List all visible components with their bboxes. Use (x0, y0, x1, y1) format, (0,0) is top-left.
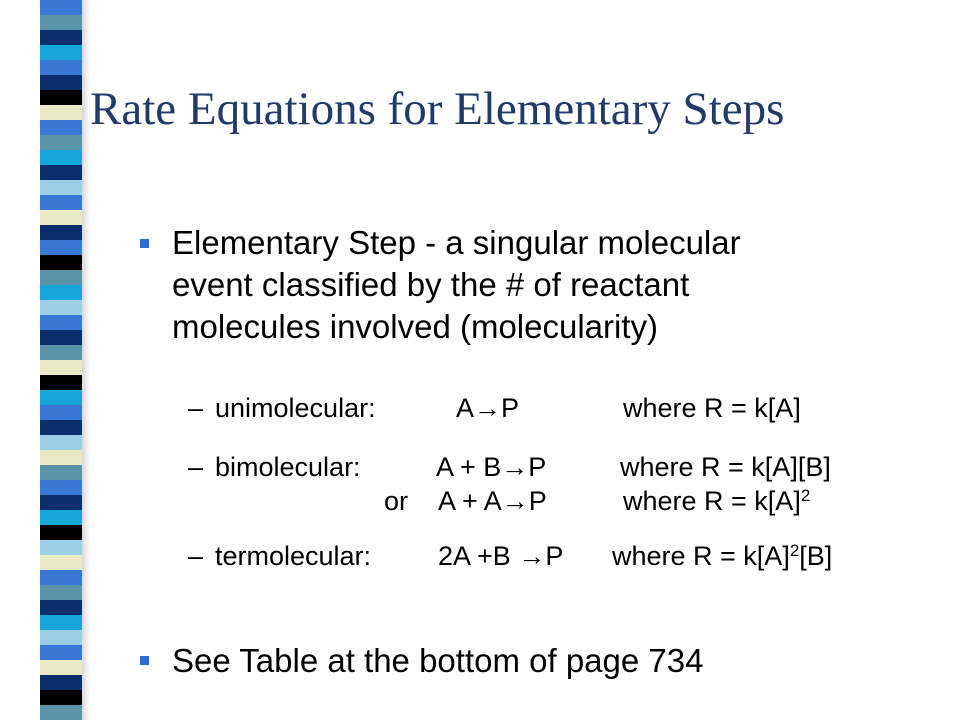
subitem-label: termolecular: (215, 541, 372, 571)
subitem-bimolecular (0, 451, 960, 483)
stripe-block (40, 600, 82, 615)
stripe-block (40, 255, 82, 270)
stripe-block (40, 285, 82, 300)
rate-law-suffix: [B] (799, 541, 833, 571)
stripe-block (40, 120, 82, 135)
stripe-block (40, 75, 82, 90)
stripe-block (40, 135, 82, 150)
subitem-label: bimolecular: (215, 452, 361, 482)
stripe-block (40, 90, 82, 105)
slide-title: Rate Equations for Elementary Steps (90, 83, 785, 135)
stripe-block (40, 435, 82, 450)
or-label: or (384, 486, 409, 516)
subitem-bimolecular-alt (0, 485, 960, 517)
bullet-line: molecules involved (molecularity) (172, 308, 659, 345)
stripe-block (40, 210, 82, 225)
stripe-block (40, 105, 82, 120)
bullet-line: event classified by the # of reactant (172, 266, 690, 303)
rate-law-text: where R = k[A] (612, 541, 790, 571)
stripe-block (40, 585, 82, 600)
stripe-block (40, 0, 82, 15)
stripe-block (40, 645, 82, 660)
bullet-square-icon (140, 239, 149, 248)
rate-law: where R = k[A][B] (620, 452, 831, 482)
bullet-square-icon (140, 656, 149, 665)
rate-law-text: where R = k[A] (623, 486, 801, 516)
stripe-block (40, 315, 82, 330)
stripe-block (40, 660, 82, 675)
stripe-block (40, 45, 82, 60)
dash: – (188, 393, 204, 423)
stripe-block (40, 60, 82, 75)
stripe-block (40, 615, 82, 630)
reaction-equation: A→P (456, 393, 520, 423)
stripe-block (40, 360, 82, 375)
stripe-block (40, 270, 82, 285)
reaction-equation: A + B→P (436, 452, 547, 482)
bullet-line: Elementary Step - a singular molecular (172, 224, 741, 261)
stripe-block (40, 690, 82, 705)
bullet-see-table: See Table at the bottom of page 734 (172, 642, 704, 679)
subitem-unimolecular (0, 392, 960, 424)
dash: – (188, 452, 204, 482)
reaction-equation: A + A→P (438, 486, 547, 516)
subitem-label: unimolecular: (215, 393, 376, 423)
bullet-elementary-step (172, 222, 741, 348)
stripe-block (40, 195, 82, 210)
rate-law (623, 485, 810, 517)
stripe-block (40, 570, 82, 585)
stripe-block (40, 15, 82, 30)
stripe-block (40, 375, 82, 390)
stripe-block (40, 675, 82, 690)
stripe-block (40, 180, 82, 195)
rate-law (612, 540, 832, 572)
stripe-block (40, 30, 82, 45)
stripe-edge (82, 0, 90, 720)
stripe-block (40, 225, 82, 240)
dash: – (188, 541, 204, 571)
stripe-block (40, 150, 82, 165)
stripe-block (40, 330, 82, 345)
stripe-block (40, 525, 82, 540)
exponent: 2 (789, 541, 800, 560)
stripe-block (40, 300, 82, 315)
stripe-block (40, 345, 82, 360)
stripe-block (40, 165, 82, 180)
subitem-termolecular (0, 540, 960, 572)
reaction-equation: 2A +B →P (438, 541, 564, 571)
stripe-block (40, 240, 82, 255)
exponent: 2 (800, 486, 811, 505)
stripe-block (40, 630, 82, 645)
rate-law: where R = k[A] (623, 393, 801, 423)
stripe-block (40, 705, 82, 720)
